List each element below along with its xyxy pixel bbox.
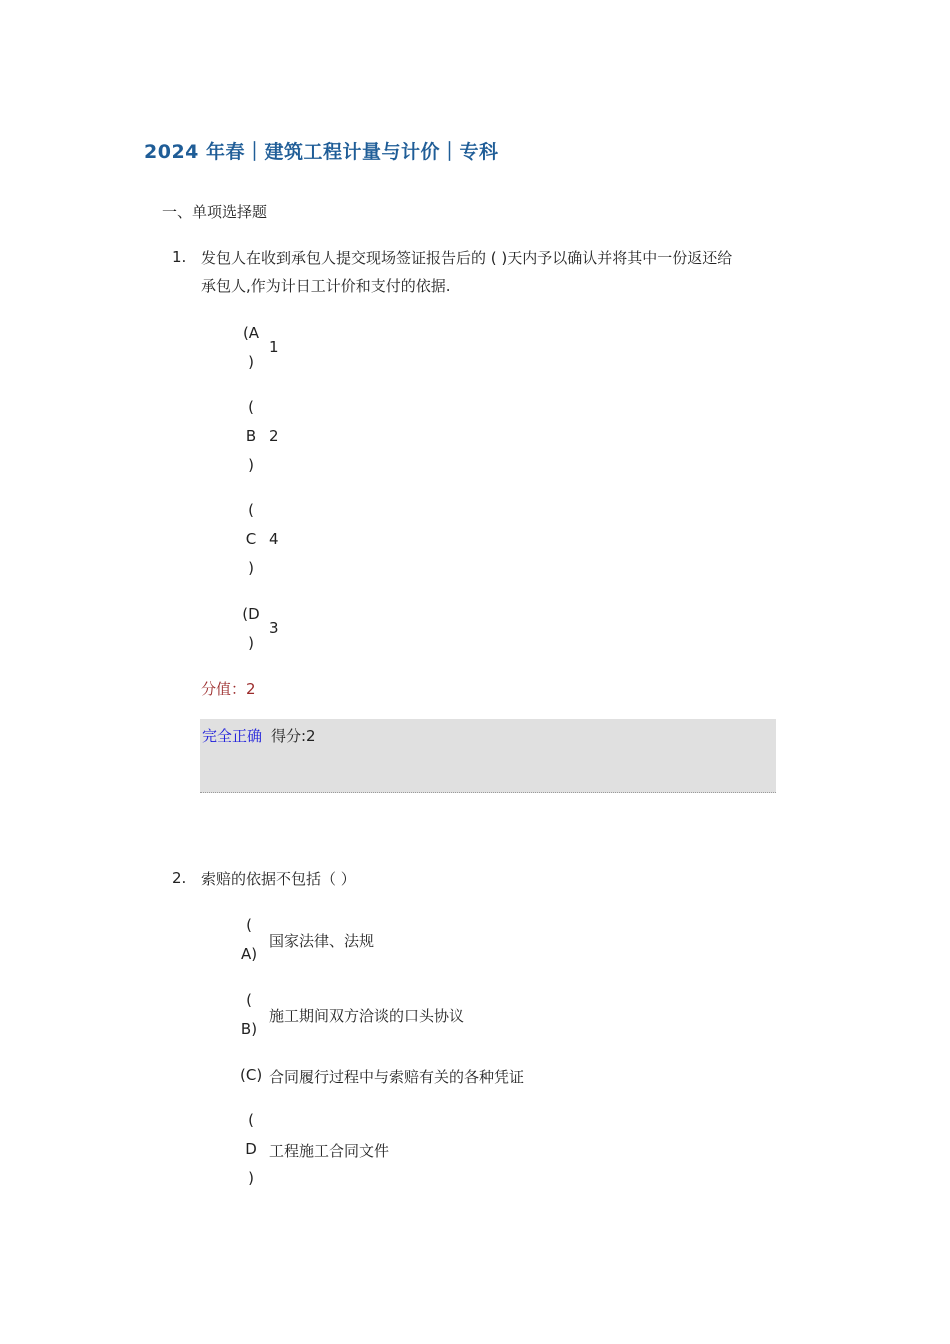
- result-status: 完全正确: [202, 727, 263, 745]
- section-heading: 一、单项选择题: [162, 203, 268, 221]
- result-box: [200, 719, 776, 793]
- option-letter: (D ): [242, 605, 260, 652]
- option-letter: (A ): [242, 324, 260, 371]
- document-title: 2024 年春｜建筑工程计量与计价｜专科: [144, 141, 499, 163]
- option-letter: ( D ): [245, 1111, 257, 1187]
- option-text: 国家法律、法规: [269, 932, 375, 950]
- question-text-line2: 承包人,作为计日工计价和支付的依据.: [201, 277, 451, 295]
- option-text: 2: [269, 427, 279, 445]
- option-text: 合同履行过程中与索赔有关的各种凭证: [269, 1068, 525, 1086]
- result-score: 得分:2: [271, 727, 316, 745]
- option-text: 1: [269, 338, 279, 356]
- question-text-line1: 索赔的依据不包括（ ）: [201, 870, 356, 888]
- option-letter: ( B): [240, 991, 258, 1038]
- option-letter: ( B ): [245, 398, 257, 474]
- question-text-line1: 发包人在收到承包人提交现场签证报告后的 ( )天内予以确认并将其中一份返还给: [201, 249, 733, 267]
- score-value: 分值：2: [201, 680, 256, 698]
- option-text: 3: [269, 619, 279, 637]
- option-letter: ( C ): [245, 501, 257, 577]
- option-text: 工程施工合同文件: [269, 1142, 390, 1160]
- option-text: 施工期间双方洽谈的口头协议: [269, 1007, 465, 1025]
- question-number: 2.: [172, 869, 187, 887]
- option-letter: ( A): [240, 916, 258, 963]
- option-letter: (C): [240, 1066, 263, 1084]
- option-text: 4: [269, 530, 279, 548]
- question-number: 1.: [172, 248, 187, 266]
